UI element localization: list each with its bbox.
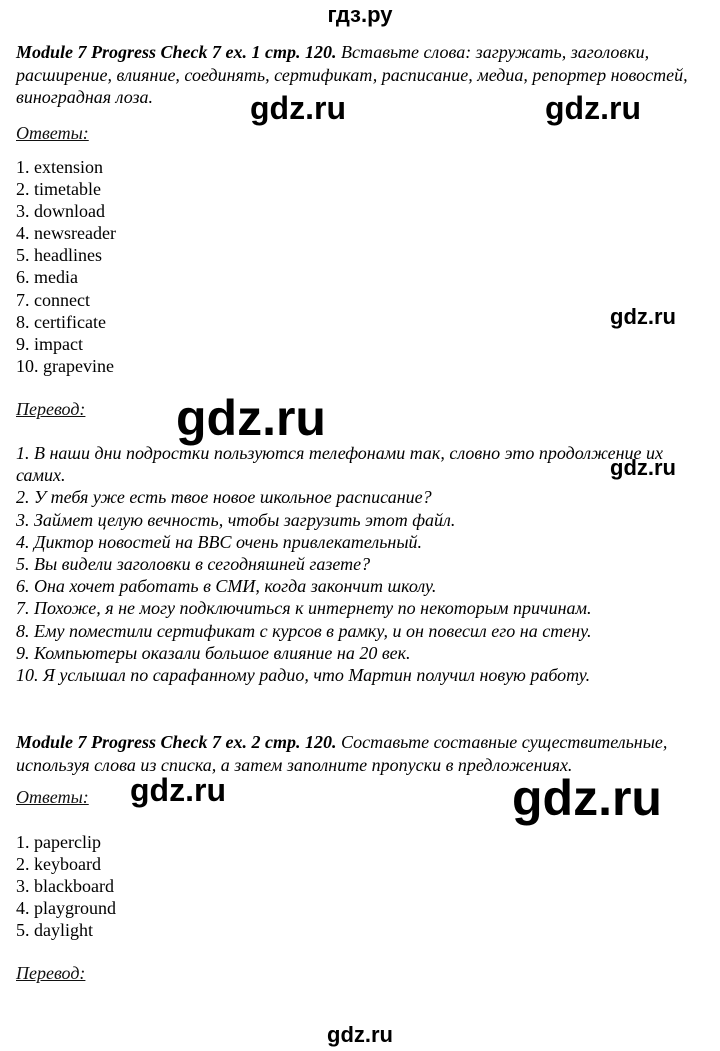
watermark: gdz.ru [512,770,662,826]
task-2-title: Module 7 Progress Check 7 ex. 2 стр. 120. [16,732,337,752]
translation-list-1 [16,442,708,686]
list-item: 7. Похоже, я не могу подключиться к интернету по некоторым причинам. [16,598,592,619]
task-1-title: Module 7 Progress Check 7 ex. 1 стр. 120. [16,42,337,62]
answers-list-1 [16,156,116,377]
list-item: 8. certificate [16,311,106,332]
list-item: 4. playground [16,898,116,919]
list-item: 4. newsreader [16,223,116,244]
list-item: 2. keyboard [16,854,101,875]
list-item: 9. impact [16,333,83,354]
task-2-text: Составьте составные существительные, используя слова из списка, а затем заполните пропуски в предложениях. [16,732,668,775]
list-item: 6. media [16,267,78,288]
watermark: gdz.ru [250,90,346,126]
answers-label-2: Ответы: [16,787,89,807]
list-item: 7. connect [16,289,90,310]
list-item: 5. Вы видели заголовки в сегодняшней газете? [16,554,371,575]
translation-label-1: Перевод: [16,399,86,419]
task-1-text: Вставьте слова: загружать, заголовки, расширение, влияние, соединять, сертификат, расписание, медиа, репортер новостей, виноградная лоза. [16,42,688,107]
list-item: 5. daylight [16,920,93,941]
translation-label-2: Перевод: [16,963,86,983]
watermark: gdz.ru [610,455,676,480]
list-item: 3. blackboard [16,876,114,897]
list-item: 8. Ему поместили сертификат с курсов в рамку, и он повесил его на стену. [16,620,592,641]
list-item: 9. Компьютеры оказали большое влияние на 20 век. [16,642,411,663]
list-item: 2. timetable [16,179,101,200]
list-item: 1. extension [16,157,103,177]
list-item: 1. В наши дни подростки пользуются телефонами так, словно это продолжение их самих. [16,443,663,486]
list-item: 10. grapevine [16,355,114,376]
watermark: gdz.ru [176,390,326,446]
answers-label-1: Ответы: [16,123,89,143]
site-footer: gdz.ru [327,1022,393,1047]
list-item: 3. Займет целую вечность, чтобы загрузить этот файл. [16,509,456,530]
list-item: 5. headlines [16,245,102,266]
list-item: 4. Диктор новостей на BBC очень привлекательный. [16,531,423,552]
watermark: gdz.ru [545,90,641,126]
list-item: 6. Она хочет работать в СМИ, когда закончит школу. [16,576,437,597]
list-item: 2. У тебя уже есть твое новое школьное расписание? [16,487,432,508]
list-item: 10. Я услышал по сарафанному радио, что Мартин получил новую работу. [16,665,591,686]
answers-list-2 [16,831,116,941]
list-item: 3. download [16,201,105,222]
watermark: gdz.ru [610,304,676,329]
site-header: гдз.ру [327,2,393,27]
list-item: 1. paperclip [16,832,101,852]
watermark: gdz.ru [130,772,226,808]
